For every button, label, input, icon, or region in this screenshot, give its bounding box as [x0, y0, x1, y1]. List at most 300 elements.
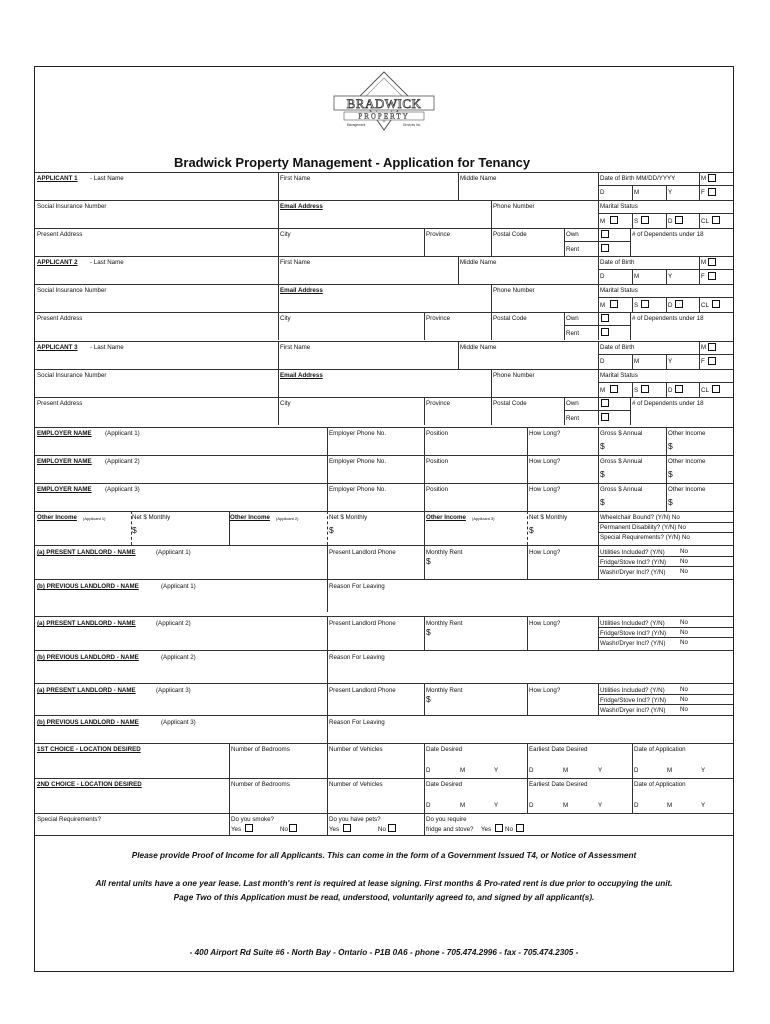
applicant-3-email-label: Email Address: [280, 372, 323, 379]
previous-landlord-1-heading: (b) PREVIOUS LANDLORD - NAME: [37, 583, 139, 590]
applicant-2-own-label: Own: [566, 315, 579, 322]
dob-divider: [699, 172, 700, 200]
choice-1-date-part: Y: [598, 767, 603, 774]
marital-divider: [666, 297, 667, 312]
applicant-1-sex-m-checkbox[interactable]: [708, 174, 716, 182]
proof-of-income-note: Please provide Proof of Income for all Applicants. This can come in the form of a Government Issued T4, or Notice of Assessment: [131, 851, 637, 860]
landlord-3-fridge-label: Fridge/Stove Incl? (Y/N): [600, 697, 667, 704]
applicant-1-row3-rule: [35, 228, 733, 229]
pets-no-label: No: [378, 826, 386, 833]
column-divider: [327, 743, 328, 778]
dob-divider: [699, 256, 700, 284]
previous-landlord-3-applicant: (Applicant 3): [161, 719, 196, 726]
previous-landlord-2-applicant: (Applicant 2): [161, 654, 196, 661]
column-divider: [229, 511, 230, 545]
present-landlord-3-applicant: (Applicant 3): [156, 687, 191, 694]
employer-2-other-income-label: Other Income: [668, 458, 706, 465]
applicant-1-marital-m-checkbox[interactable]: [610, 216, 618, 224]
applicant-3-own-label: Own: [566, 400, 579, 407]
landlord-2-rent-label: Monthly Rent: [426, 620, 463, 627]
applicant-3-sex-m-checkbox[interactable]: [708, 343, 716, 351]
choice-2-date-part: D: [634, 802, 639, 809]
choice-1-date-part: Y: [701, 767, 706, 774]
choice-1-date-part: M: [667, 767, 673, 774]
col-divider: [424, 228, 425, 256]
choice-2-date-part: Y: [598, 802, 603, 809]
landlord-1-rent-dollar: $: [426, 556, 431, 566]
dob-divider: [666, 354, 667, 369]
employer-3-heading: EMPLOYER NAME: [37, 486, 92, 493]
employer-1-other-dollar: $: [668, 441, 673, 451]
applicant-2-own-checkbox[interactable]: [601, 314, 609, 322]
employer-1-how-long-label: How Long?: [529, 430, 561, 437]
applicant-2-address-label: Present Address: [37, 315, 83, 322]
choice-1-vehicles-label: Number of Vehicles: [329, 746, 383, 753]
own-rent-split: [564, 325, 630, 326]
applicant-3-sex-m: M: [701, 344, 707, 351]
applicant-3-marital-m-checkbox[interactable]: [610, 385, 618, 393]
applicant-2-sex-f-checkbox[interactable]: [708, 272, 716, 280]
column-divider: [327, 427, 328, 455]
previous-landlord-1-rule: [35, 579, 733, 580]
applicant-1-dob-day: D: [600, 189, 605, 196]
column-divider: [424, 483, 425, 511]
applicant-3-first-name-label: First Name: [280, 344, 311, 351]
lease-note: All rental units have a one year lease. Last month's rent is required at lease signing. First months & Pro-rated rent is due prior to occupying the unit.: [95, 879, 673, 888]
applicant-1-sin-label: Social Insurance Number: [37, 203, 107, 210]
applicant-3-row3-rule: [35, 397, 733, 398]
applicant-3-postal-label: Postal Code: [493, 400, 527, 407]
applicant-2-marital-s-checkbox[interactable]: [641, 300, 649, 308]
applicant-3-rent-label: Rent: [566, 415, 580, 422]
applicant-3-address-label: Present Address: [37, 400, 83, 407]
employer-2-heading: EMPLOYER NAME: [37, 458, 92, 465]
landlord-2-utilities-no: No: [680, 619, 688, 626]
choice-1-date-part: D: [426, 767, 431, 774]
previous-landlord-2-heading: (b) PREVIOUS LANDLORD - NAME: [37, 654, 139, 661]
column-divider: [327, 455, 328, 483]
pets-yes-label: Yes: [329, 826, 340, 833]
dashed-divider: [527, 511, 528, 545]
employer-2-other-dollar: $: [668, 469, 673, 479]
applicant-1-first-name-label: First Name: [280, 175, 311, 182]
fridge-yes-label: Yes: [481, 826, 492, 833]
column-divider: [424, 545, 425, 579]
applicant-2-province-label: Province: [426, 315, 451, 322]
applicant-1-own-checkbox[interactable]: [601, 230, 609, 238]
marital-divider: [666, 213, 667, 228]
applicant-2-last-name-label: - Last Name: [90, 259, 124, 266]
column-divider: [424, 455, 425, 483]
applicant-2-marital-d-checkbox[interactable]: [675, 300, 683, 308]
applicant-1-dob-month: M: [634, 189, 640, 196]
column-divider: [598, 427, 599, 455]
choice-2-date-part: Y: [701, 802, 706, 809]
net-dollar-3: $: [529, 525, 534, 535]
col-divider: [458, 256, 459, 284]
applicant-2-rent-label: Rent: [566, 330, 580, 337]
reason-for-leaving-3-label: Reason For Leaving: [329, 719, 385, 726]
column-divider: [666, 483, 667, 511]
applicant-1-sex-f: F: [701, 189, 705, 196]
applicant-1-dob-label: Date of Birth MM/DD/YYYY: [600, 175, 676, 182]
column-divider: [424, 683, 425, 715]
column-divider: [598, 545, 599, 579]
column-divider: [424, 778, 425, 813]
fridge-question-line2: fridge and stove?: [426, 826, 474, 833]
employer-3-applicant: (Applicant 3): [105, 486, 140, 493]
landlord-1-phone-label: Present Landlord Phone: [329, 549, 396, 556]
other-income-rule: [35, 511, 733, 512]
dashed-divider: [327, 511, 328, 545]
dob-divider: [699, 341, 700, 369]
marital-s: S: [634, 302, 639, 309]
column-divider: [632, 778, 633, 813]
special-requirements-label: Special Requirements?: [37, 816, 101, 823]
applicant-1-last-name-label: - Last Name: [90, 175, 124, 182]
landlord-detail-rule: [598, 556, 733, 557]
landlord-3-utilities-label: Utilities Included? (Y/N): [600, 687, 665, 694]
employer-3-other-income-label: Other Income: [668, 486, 706, 493]
col-divider: [278, 256, 279, 340]
column-divider: [666, 455, 667, 483]
applicant-3-marital-s-checkbox[interactable]: [641, 385, 649, 393]
landlord-1-fridge-label: Fridge/Stove Incl? (Y/N): [600, 559, 667, 566]
applicant-3-dob-month: M: [634, 358, 640, 365]
choice-2-date-part: Y: [494, 802, 499, 809]
choice-1-date-part: D: [529, 767, 534, 774]
applicant-1-phone-label: Phone Number: [493, 203, 535, 210]
column-divider: [424, 427, 425, 455]
net-dollar-1: $: [132, 525, 137, 535]
landlord-1-utilities-label: Utilities Included? (Y/N): [600, 549, 665, 556]
landlord-detail-rule: [598, 637, 733, 638]
marital-cl: CL: [701, 218, 709, 225]
col-divider: [630, 228, 631, 256]
landlord-3-rule: [35, 683, 733, 684]
applicant-2-city-label: City: [280, 315, 291, 322]
choice-2-rule: [35, 778, 733, 779]
applicant-2-sin-label: Social Insurance Number: [37, 287, 107, 294]
choice-2-date-part: M: [563, 802, 569, 809]
smoke-question: Do you smoke?: [231, 816, 274, 823]
col-divider: [491, 284, 492, 340]
marital-divider: [699, 297, 700, 312]
column-divider: [598, 455, 599, 483]
applicant-3-rent-checkbox[interactable]: [601, 413, 609, 421]
applicant-1-marital-cl-checkbox[interactable]: [712, 216, 720, 224]
applicant-2-phone-label: Phone Number: [493, 287, 535, 294]
choice-1-date-part: Y: [494, 767, 499, 774]
landlord-1-fridge-no: No: [680, 558, 688, 565]
col-divider: [491, 369, 492, 425]
column-divider: [424, 743, 425, 778]
applicant-1-postal-label: Postal Code: [493, 231, 527, 238]
fridge-no-label: No: [505, 826, 513, 833]
page-two-note: Page Two of this Application must be read, understood, voluntarily agreed to, and signed by all applicant(s).: [173, 893, 595, 902]
applicant-3-dependents-label: # of Dependents under 18: [632, 400, 704, 407]
employer-1-gross-dollar: $: [600, 441, 605, 451]
applicant-3-sex-f-checkbox[interactable]: [708, 357, 716, 365]
special-requirements-field: Special Requirements? (Y/N) No: [600, 534, 690, 541]
col-divider: [598, 341, 599, 425]
wheelchair-field: Wheelchair Bound? (Y/N) No: [600, 514, 680, 521]
pets-no-checkbox[interactable]: [388, 824, 396, 832]
choice-1-heading: 1ST CHOICE - LOCATION DESIRED: [37, 746, 141, 753]
column-divider: [229, 813, 230, 835]
applicant-1-email-label: Email Address: [280, 203, 323, 210]
applicant-3-sex-f: F: [701, 358, 705, 365]
marital-m: M: [600, 387, 606, 394]
smoke-yes-checkbox[interactable]: [245, 824, 253, 832]
other-income-applicant-3: (Applicant 3): [472, 516, 495, 521]
applicant-3-marital-d-checkbox[interactable]: [675, 385, 683, 393]
own-rent-split: [564, 241, 630, 242]
choice-2-bedrooms-label: Number of Bedrooms: [231, 781, 290, 788]
landlord-2-phone-label: Present Landlord Phone: [329, 620, 396, 627]
other-income-applicant-2: (Applicant 2): [276, 516, 299, 521]
office-address: - 400 Airport Rd Suite #6 - North Bay - Ontario - P1B 0A6 - phone - 705.474.2996 - fax - 705.474.2305 -: [189, 948, 579, 957]
net-monthly-label-3: Net $ Monthly: [529, 514, 568, 521]
marital-d: D: [668, 387, 673, 394]
applicant-1-middle-name-label: Middle Name: [460, 175, 497, 182]
landlord-1-utilities-no: No: [680, 548, 688, 555]
landlord-2-how-long-label: How Long?: [529, 620, 561, 627]
svg-text:Management: Management: [346, 123, 366, 127]
landlord-3-rent-label: Monthly Rent: [426, 687, 463, 694]
applicant-2-dob-label: Date of Birth: [600, 259, 635, 266]
dob-divider: [666, 269, 667, 284]
landlord-1-how-long-label: How Long?: [529, 549, 561, 556]
applicant-3-own-checkbox[interactable]: [601, 399, 609, 407]
applicant-3-province-label: Province: [426, 400, 451, 407]
fridge-question-line1: Do you require: [426, 816, 467, 823]
column-divider: [229, 743, 230, 778]
marital-divider: [699, 382, 700, 397]
applicant-2-email-label: Email Address: [280, 287, 323, 294]
applicant-2-postal-label: Postal Code: [493, 315, 527, 322]
applicant-1-top-rule: [35, 172, 733, 173]
special-req-rule: [35, 813, 733, 814]
smoke-no-checkbox[interactable]: [289, 824, 297, 832]
employer-3-gross-label: Gross $ Annual: [600, 486, 643, 493]
present-landlord-2-heading: (a) PRESENT LANDLORD - NAME: [37, 620, 136, 627]
column-divider: [327, 778, 328, 813]
present-landlord-3-heading: (a) PRESENT LANDLORD - NAME: [37, 687, 136, 694]
employer-2-gross-label: Gross $ Annual: [600, 458, 643, 465]
landlord-1-rent-label: Monthly Rent: [426, 549, 463, 556]
net-dollar-2: $: [329, 525, 334, 535]
employer-3-phone-label: Employer Phone No.: [329, 486, 387, 493]
svg-text:Services Inc.: Services Inc.: [402, 123, 422, 127]
dob-divider: [666, 185, 667, 200]
applicant-1-marital-s-checkbox[interactable]: [641, 216, 649, 224]
applicant-2-dob-month: M: [634, 273, 640, 280]
applicant-1-sex-m: M: [701, 175, 707, 182]
other-income-applicant-1: (Applicant 1): [83, 516, 106, 521]
marital-cl: CL: [701, 302, 709, 309]
dob-divider: [632, 354, 633, 369]
marital-cl: CL: [701, 387, 709, 394]
applicant-3-phone-label: Phone Number: [493, 372, 535, 379]
choice-2-date-part: M: [460, 802, 466, 809]
svg-text:PROPERTY: PROPERTY: [358, 112, 410, 121]
landlord-2-rent-dollar: $: [426, 627, 431, 637]
smoke-yes-label: Yes: [231, 826, 242, 833]
col-divider: [598, 172, 599, 256]
applicant-3-dob-day: D: [600, 358, 605, 365]
employer-1-applicant: (Applicant 1): [105, 430, 140, 437]
pets-question: Do you have pets?: [329, 816, 381, 823]
landlord-3-phone-label: Present Landlord Phone: [329, 687, 396, 694]
disability-field: Permanent Disability? (Y/N) No: [600, 524, 686, 531]
employer-1-heading: EMPLOYER NAME: [37, 430, 92, 437]
reason-for-leaving-1-label: Reason For Leaving: [329, 583, 385, 590]
applicant-1-address-label: Present Address: [37, 231, 83, 238]
column-divider: [424, 813, 425, 835]
dashed-divider: [131, 511, 132, 545]
marital-s: S: [634, 387, 639, 394]
marital-divider: [666, 382, 667, 397]
landlord-2-fridge-no: No: [680, 629, 688, 636]
applicant-2-marital-cl-checkbox[interactable]: [712, 300, 720, 308]
employer-1-gross-label: Gross $ Annual: [600, 430, 643, 437]
employer-1-other-income-label: Other Income: [668, 430, 706, 437]
employer-2-position-label: Position: [426, 458, 449, 465]
col-divider: [278, 172, 279, 256]
bradwick-logo: [328, 70, 440, 132]
col-divider: [424, 312, 425, 340]
landlord-2-washer-label: Washr/Dryer Incl? (Y/N): [600, 640, 666, 647]
own-rent-split: [564, 410, 630, 411]
employer-2-how-long-label: How Long?: [529, 458, 561, 465]
choice-2-date-desired-label: Date Desired: [426, 781, 463, 788]
choice-2-application-date-label: Date of Application: [634, 781, 686, 788]
applicant-1-row2-rule: [35, 200, 733, 201]
applicant-1-rent-label: Rent: [566, 246, 580, 253]
employer-3-position-label: Position: [426, 486, 449, 493]
landlord-2-rule: [35, 616, 733, 617]
applicant-2-sex-m: M: [701, 259, 707, 266]
net-monthly-label-2: Net $ Monthly: [329, 514, 368, 521]
form-bottom-rule: [35, 835, 733, 836]
column-divider: [527, 743, 528, 778]
column-divider: [527, 683, 528, 715]
landlord-2-fridge-label: Fridge/Stove Incl? (Y/N): [600, 630, 667, 637]
landlord-detail-rule: [598, 627, 733, 628]
marital-divider: [699, 213, 700, 228]
smoke-no-label: No: [280, 826, 288, 833]
applicant-2-dob-day: D: [600, 273, 605, 280]
column-divider: [527, 427, 528, 455]
applicant-2-top-rule: [35, 256, 733, 257]
landlord-3-fridge-no: No: [680, 696, 688, 703]
column-divider: [632, 743, 633, 778]
landlord-1-rule: [35, 545, 733, 546]
dob-divider: [632, 185, 633, 200]
applicant-3-last-name-label: - Last Name: [90, 344, 124, 351]
landlord-3-washer-no: No: [680, 706, 688, 713]
employer-1-position-label: Position: [426, 430, 449, 437]
applicant-3-top-rule: [35, 341, 733, 342]
choice-2-date-part: M: [667, 802, 673, 809]
column-divider: [527, 616, 528, 650]
applicant-1-province-label: Province: [426, 231, 451, 238]
other-income-label-2: Other Income: [230, 514, 270, 521]
applicant-1-city-label: City: [280, 231, 291, 238]
applicant-2-row2-rule: [35, 284, 733, 285]
employer-1-phone-label: Employer Phone No.: [329, 430, 387, 437]
fridge-yes-checkbox[interactable]: [495, 824, 503, 832]
column-divider: [598, 683, 599, 715]
choice-2-vehicles-label: Number of Vehicles: [329, 781, 383, 788]
applicant-1-rent-checkbox[interactable]: [601, 244, 609, 252]
present-landlord-1-applicant: (Applicant 1): [156, 549, 191, 556]
column-divider: [327, 483, 328, 511]
applicant-1-sex-f-checkbox[interactable]: [708, 188, 716, 196]
landlord-2-washer-no: No: [680, 639, 688, 646]
choice-1-date-desired-label: Date Desired: [426, 746, 463, 753]
choice-1-application-date-label: Date of Application: [634, 746, 686, 753]
column-divider: [424, 511, 425, 545]
svg-text:BRADWICK: BRADWICK: [346, 96, 422, 111]
employer-2-gross-dollar: $: [600, 469, 605, 479]
column-divider: [527, 483, 528, 511]
choice-1-date-part: M: [460, 767, 466, 774]
applicant-2-marital-label: Marital Status: [600, 287, 638, 294]
landlord-detail-rule: [598, 694, 733, 695]
employer-3-other-dollar: $: [668, 497, 673, 507]
marital-divider: [632, 297, 633, 312]
choice-2-heading: 2ND CHOICE - LOCATION DESIRED: [37, 781, 142, 788]
applicant-2-middle-name-label: Middle Name: [460, 259, 497, 266]
choice-1-earliest-date-label: Earliest Date Desired: [529, 746, 588, 753]
pets-yes-checkbox[interactable]: [343, 824, 351, 832]
applicant-1-marital-label: Marital Status: [600, 203, 638, 210]
applicant-2-rent-checkbox[interactable]: [601, 328, 609, 336]
applicant-2-first-name-label: First Name: [280, 259, 311, 266]
previous-landlord-3-heading: (b) PREVIOUS LANDLORD - NAME: [37, 719, 139, 726]
applicant-2-marital-m-checkbox[interactable]: [610, 300, 618, 308]
dob-divider: [632, 269, 633, 284]
col-divider: [278, 341, 279, 425]
column-divider: [598, 511, 599, 545]
column-divider: [527, 455, 528, 483]
applicant-3-dob-year: Y: [668, 358, 673, 365]
applicant-1-marital-d-checkbox[interactable]: [675, 216, 683, 224]
col-divider: [458, 341, 459, 369]
applicant-3-middle-name-label: Middle Name: [460, 344, 497, 351]
special-rule: [598, 522, 733, 523]
present-landlord-2-applicant: (Applicant 2): [156, 620, 191, 627]
employer-3-how-long-label: How Long?: [529, 486, 561, 493]
other-income-label-3: Other Income: [426, 514, 466, 521]
employer-2-applicant: (Applicant 2): [105, 458, 140, 465]
previous-landlord-3-rule: [35, 715, 733, 716]
marital-divider: [632, 213, 633, 228]
applicant-2-sex-f: F: [701, 273, 705, 280]
column-divider: [229, 778, 230, 813]
choice-2-date-part: D: [529, 802, 534, 809]
employer-3-gross-dollar: $: [600, 497, 605, 507]
form-title: Bradwick Property Management - Application for Tenancy: [174, 155, 531, 170]
applicant-2-sex-m-checkbox[interactable]: [708, 258, 716, 266]
fridge-no-checkbox[interactable]: [516, 824, 524, 832]
applicant-3-marital-cl-checkbox[interactable]: [712, 385, 720, 393]
previous-landlord-2-rule: [35, 650, 733, 651]
applicant-3-marital-label: Marital Status: [600, 372, 638, 379]
applicant-1-own-label: Own: [566, 231, 579, 238]
